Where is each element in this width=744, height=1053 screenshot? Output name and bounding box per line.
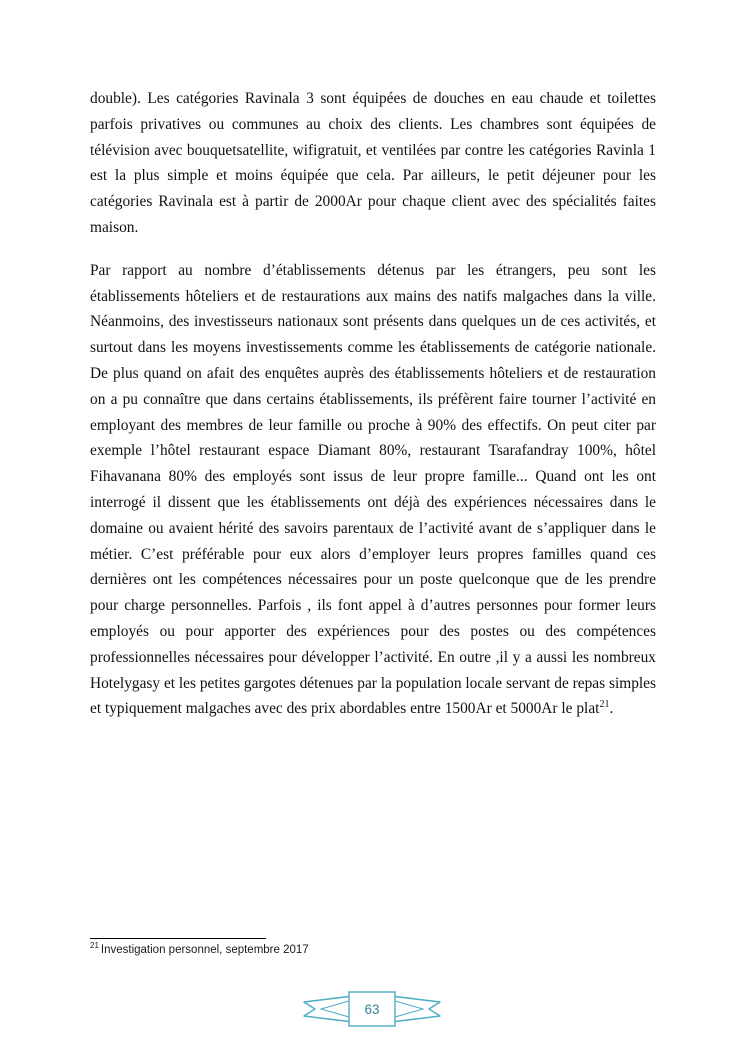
page-number-banner — [297, 988, 447, 1030]
page-body — [90, 86, 656, 739]
page-number: 63 — [364, 1001, 380, 1017]
footnote-separator — [90, 938, 266, 939]
paragraph-2-end: . — [609, 700, 614, 718]
footnote-reference: 21 — [599, 699, 610, 711]
paragraph-1: double). Les catégories Ravinala 3 sont équipées de douches en eau chaude et toilettes parfois privatives ou communes au choix des clients. Les chambres sont équipées de télévision avec bouquetsatellite, wifigratuit, et ventilées par contre les catégories Ravinla 1 est la plus simple et moins équipée que cela. Par ailleurs, le petit déjeuner pour les catégories Ravinala est à partir de 2000Ar pour chaque client avec des spécialités faites maison. — [90, 90, 656, 236]
footnote — [90, 941, 656, 956]
footnote-text: Investigation personnel, septembre 2017 — [100, 944, 309, 956]
footnote-area — [90, 938, 656, 956]
paragraph-2-text: Par rapport au nombre d’établissements détenus par les étrangers, peu sont les établissements hôteliers et de restaurations aux mains des natifs malgaches dans la ville. Néanmoins, des investisseurs nationaux sont présents dans quelques un de ces activités, et surtout dans les moyens investissements comme les établissements de catégorie nationale. De plus quand on afait des enquêtes auprès des établissements hôteliers et de restauration on a pu connaître que dans certains établissements, ils préfèrent faire tourner l’activité en employant des membres de leur famille ou proche à 90% des effectifs. On peut citer par exemple l’hôtel restaurant espace Diamant 80%, restaurant Tsarafandray 100%, hôtel Fihavanana 80% des employés sont issus de leur propre famille... Quand ont les ont interrogé il dissent que les établissements ont déjà des expériences nécessaires dans le domaine ou avaient hérité des savoirs parentaux de l’activité avant de s’appliquer dans le métier. C’est préférable pour eux alors d’employer leurs propres familles quand ces dernières ont les compétences nécessaires pour un poste quelconque que de les prendre pour charge personnelles. Parfois , ils font appel à d’autres personnes pour former leurs employés ou pour apporter des expériences pour des postes ou des compétences professionnelles nécessaires pour développer l’activité. En outre ,il y a aussi les nombreux Hotelygasy et les petites gargotes détenues par la population locale servant de repas simples et typiquement malgaches avec des prix abordables entre 1500Ar et 5000Ar le plat — [90, 261, 657, 718]
footnote-marker: 21 — [90, 941, 99, 951]
paragraph-2 — [90, 258, 656, 722]
